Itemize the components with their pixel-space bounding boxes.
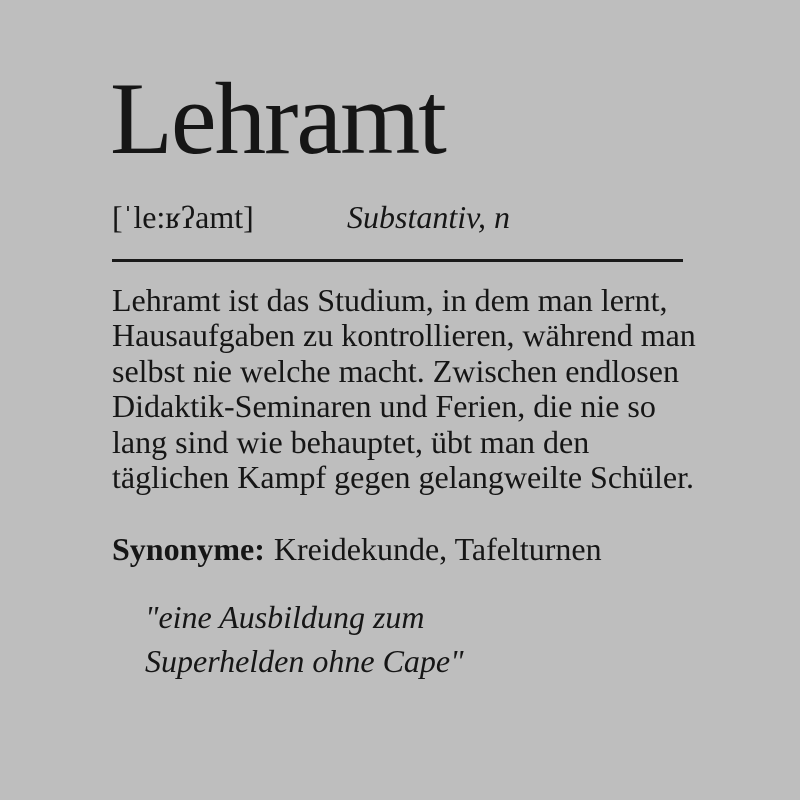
definition-line: Hausaufgaben zu kontrollieren, während man <box>112 317 696 354</box>
synonyms-values: Kreidekunde, Tafelturnen <box>273 531 602 567</box>
synonyms-row <box>112 533 602 565</box>
definition-line: selbst nie welche macht. Zwischen endlosen <box>112 352 679 389</box>
divider-line <box>112 259 683 262</box>
definition-line: täglichen Kampf gegen gelangweilte Schüler. <box>112 459 695 496</box>
definition-line: Lehramt ist das Studium, in dem man lernt, <box>112 282 668 318</box>
word-title: Lehramt <box>110 62 445 176</box>
quote-line: "eine Ausbildung zum <box>145 599 425 635</box>
definition-line: Didaktik-Seminaren und Ferien, die nie so <box>112 388 656 425</box>
pronunciation-row <box>0 201 800 241</box>
definition-text <box>112 283 696 495</box>
pronunciation-ipa: [ˈle:ʁʔamt] <box>112 199 254 235</box>
quote-block <box>145 595 464 683</box>
quote-line: Superhelden ohne Cape" <box>145 643 464 679</box>
definition-line: lang sind wie behauptet, übt man den <box>112 423 590 460</box>
part-of-speech: Substantiv, n <box>347 199 510 235</box>
synonyms-label: Synonyme: <box>112 531 265 567</box>
